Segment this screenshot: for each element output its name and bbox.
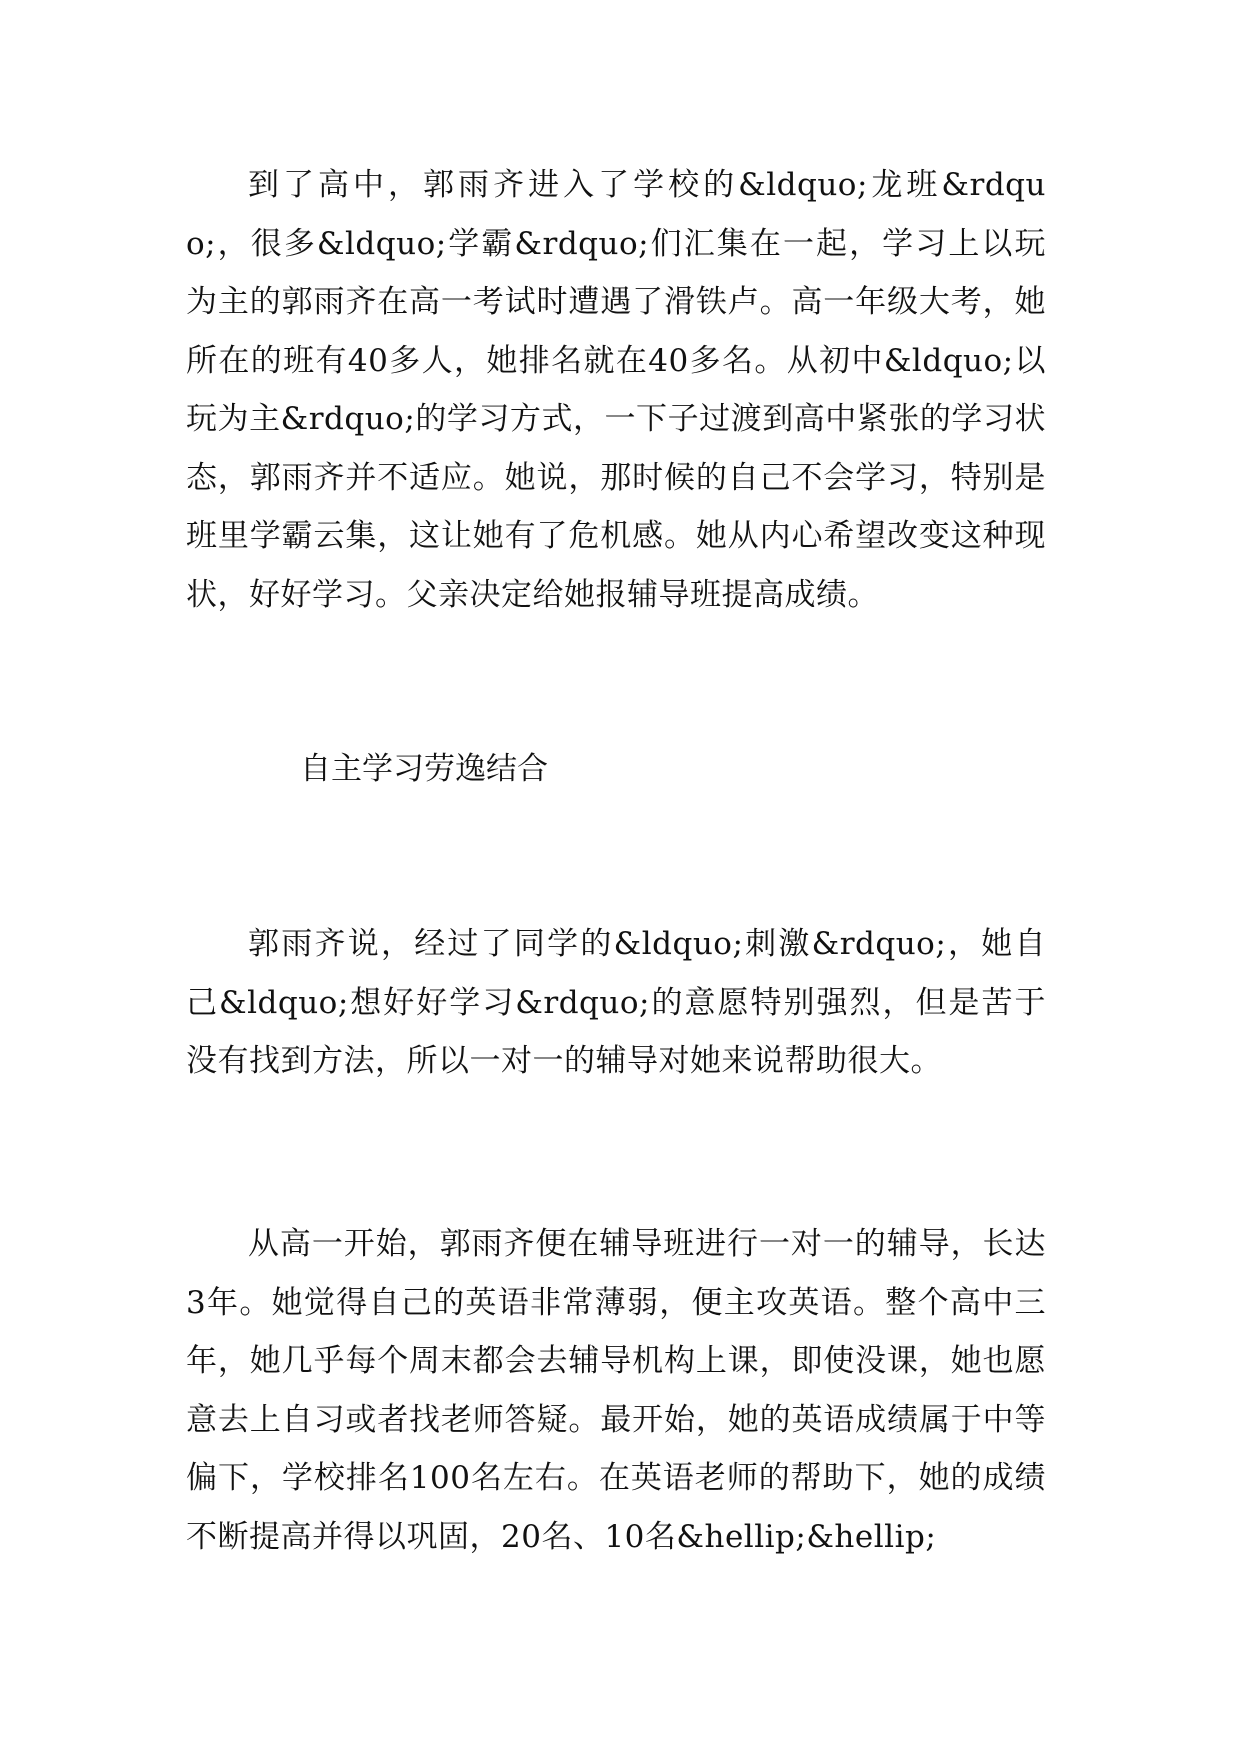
body-paragraph: 郭雨齐说，经过了同学的&ldquo;刺激&rdquo;，她自己&ldquo;想好好学习&rdquo;的意愿特别强烈，但是苦于没有找到方法，所以一对一的辅导对她来说帮助很大。 — [186, 926, 1046, 1079]
body-paragraph: 从高一开始，郭雨齐便在辅导班进行一对一的辅导，长达3年。她觉得自己的英语非常薄弱，便主攻英语。整个高中三年，她几乎每个周末都会去辅导机构上课，即使没课，她也愿意去上自习或者找老师答疑。最开始，她的英语成绩属于中等偏下，学校排名100名左右。在英语老师的帮助下，她的成绩不断提高并得以巩固，20名、10名&hellip;&hellip; — [186, 1226, 1046, 1555]
section-heading: 自主学习劳逸结合 — [300, 751, 548, 787]
body-paragraph: 到了高中，郭雨齐进入了学校的&ldquo;龙班&rdquo;，很多&ldquo;学霸&rdquo;们汇集在一起，学习上以玩为主的郭雨齐在高一考试时遭遇了滑铁卢。高一年级大考，她所在的班有40多人，她排名就在40多名。从初中&ldquo;以玩为主&rdquo;的学习方式，一下子过渡到高中紧张的学习状态，郭雨齐并不适应。她说，那时候的自己不会学习，特别是班里学霸云集，这让她有了危机感。她从内心希望改变这种现状，好好学习。父亲决定给她报辅导班提高成绩。 — [186, 167, 1046, 613]
